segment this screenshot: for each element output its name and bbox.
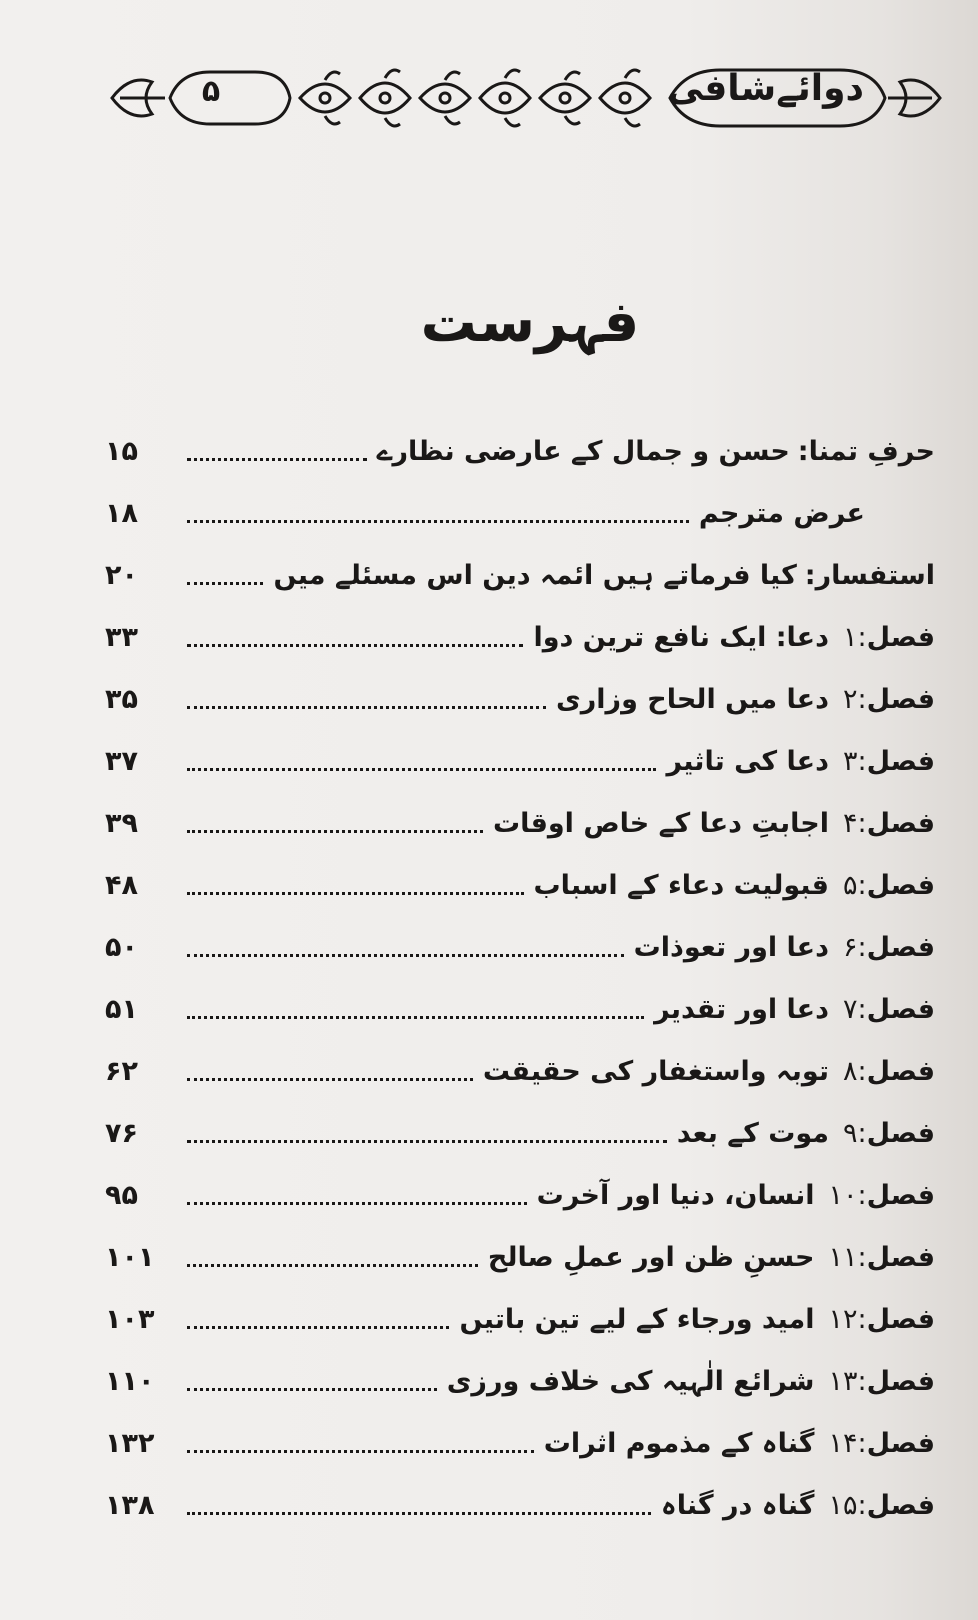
- entry-title: قبولیت دعاء کے اسباب: [533, 869, 829, 901]
- toc-entry[interactable]: [105, 1226, 935, 1288]
- chapter-number: :۴: [842, 807, 867, 839]
- entry-title: دعا: ایک نافع ترین دوا: [533, 621, 829, 653]
- dot-leader: [187, 768, 656, 771]
- entry-prefix: فصل: [866, 931, 935, 963]
- entry-title: حسن و جمال کے عارضی نظارے: [376, 435, 790, 467]
- entry-page-number: ۱۰۱: [105, 1241, 155, 1273]
- entry-page-number: ۱۳۸: [105, 1489, 155, 1521]
- toc-entry[interactable]: [105, 916, 935, 978]
- entry-title: انسان، دنیا اور آخرت: [536, 1179, 815, 1211]
- dot-leader: [187, 830, 483, 833]
- chapter-number: :۸: [842, 1055, 867, 1087]
- entry-title: دعا کی تاثیر: [666, 745, 829, 777]
- entry-prefix: استفسار:: [804, 559, 935, 591]
- entry-prefix: فصل: [866, 1489, 935, 1521]
- dot-leader: [187, 1450, 534, 1453]
- entry-title: دعا اور تقدیر: [654, 993, 829, 1025]
- entry-title: امید ورجاء کے لیے تین باتیں: [459, 1303, 815, 1335]
- entry-title: حسنِ ظن اور عملِ صالح: [487, 1241, 815, 1273]
- chapter-number: :۶: [842, 931, 867, 963]
- entry-page-number: ۳۳: [105, 621, 138, 653]
- dot-leader: [187, 644, 523, 647]
- entry-title: عرض مترجم: [698, 497, 865, 529]
- entry-page-number: ۲۰: [105, 559, 138, 591]
- toc-heading: فہرست: [420, 290, 640, 355]
- chapter-number: :۱۱: [828, 1241, 867, 1273]
- toc-entry[interactable]: [105, 668, 935, 730]
- entry-title: گناہ کے مذموم اثرات: [543, 1427, 815, 1459]
- toc-entry[interactable]: [105, 1474, 935, 1536]
- toc-entry[interactable]: [105, 1412, 935, 1474]
- entry-page-number: ۳۵: [105, 683, 138, 715]
- toc-entry[interactable]: [105, 482, 935, 544]
- chapter-number: :۵: [842, 869, 867, 901]
- dot-leader: [187, 1264, 478, 1267]
- toc-entry[interactable]: [105, 544, 935, 606]
- toc-entry[interactable]: [105, 606, 935, 668]
- toc-entry[interactable]: [105, 1102, 935, 1164]
- entry-page-number: ۱۵: [105, 435, 138, 467]
- chapter-number: :۹: [842, 1117, 867, 1149]
- toc-entry[interactable]: [105, 730, 935, 792]
- entry-prefix: فصل: [866, 807, 935, 839]
- dot-leader: [187, 1512, 651, 1515]
- entry-page-number: ۱۰۳: [105, 1303, 155, 1335]
- entry-title: شرائع الٰہیہ کی خلاف ورزی: [446, 1365, 815, 1397]
- entry-prefix: فصل: [866, 993, 935, 1025]
- entry-title: موت کے بعد: [676, 1117, 829, 1149]
- entry-page-number: ۵۰: [105, 931, 138, 963]
- toc-entry[interactable]: [105, 978, 935, 1040]
- entry-page-number: ۵۱: [105, 993, 138, 1025]
- chapter-number: :۲: [842, 683, 867, 715]
- entry-page-number: ۱۳۲: [105, 1427, 155, 1459]
- header-page-number: ۵: [201, 74, 221, 109]
- chapter-number: :۱۲: [828, 1303, 867, 1335]
- chapter-number: :۱۰: [828, 1179, 867, 1211]
- chapter-number: :۱۵: [828, 1489, 867, 1521]
- dot-leader: [187, 892, 524, 895]
- dot-leader: [187, 706, 546, 709]
- entry-prefix: فصل: [866, 621, 935, 653]
- entry-title: دعا میں الحاح وزاری: [555, 683, 829, 715]
- dot-leader: [187, 1326, 449, 1329]
- chapter-number: :۷: [842, 993, 867, 1025]
- entry-title: توبہ واستغفار کی حقیقت: [482, 1055, 829, 1087]
- dot-leader: [187, 1388, 437, 1391]
- dot-leader: [187, 458, 367, 461]
- dot-leader: [187, 1140, 667, 1143]
- dot-leader: [187, 520, 689, 523]
- entry-page-number: ۷۶: [105, 1117, 138, 1149]
- dot-leader: [187, 582, 263, 585]
- table-of-contents: [105, 420, 935, 1536]
- chapter-number: :۱۳: [828, 1365, 867, 1397]
- entry-prefix: فصل: [866, 683, 935, 715]
- toc-entry[interactable]: [105, 1164, 935, 1226]
- entry-title: گناہ در گناہ: [660, 1489, 815, 1521]
- entry-page-number: ۴۸: [105, 869, 138, 901]
- entry-prefix: فصل: [866, 1179, 935, 1211]
- dot-leader: [187, 954, 624, 957]
- entry-prefix: فصل: [866, 1365, 935, 1397]
- dot-leader: [187, 1202, 527, 1205]
- entry-prefix: فصل: [866, 869, 935, 901]
- entry-page-number: ۱۱۰: [105, 1365, 155, 1397]
- entry-title: اجابتِ دعا کے خاص اوقات: [492, 807, 829, 839]
- entry-prefix: فصل: [866, 1241, 935, 1273]
- entry-page-number: ۱۸: [105, 497, 138, 529]
- entry-page-number: ۳۷: [105, 745, 138, 777]
- dot-leader: [187, 1078, 473, 1081]
- entry-prefix: فصل: [866, 1303, 935, 1335]
- toc-entry[interactable]: [105, 1040, 935, 1102]
- toc-entry[interactable]: [105, 1288, 935, 1350]
- chapter-number: :۳: [842, 745, 867, 777]
- entry-prefix: فصل: [866, 1427, 935, 1459]
- toc-entry[interactable]: [105, 854, 935, 916]
- toc-entry[interactable]: [105, 420, 935, 482]
- entry-prefix: حرفِ تمنا:: [797, 435, 935, 467]
- entry-title: کیا فرماتے ہیں ائمہ دین اس مسئلے میں: [273, 559, 797, 591]
- dot-leader: [187, 1016, 644, 1019]
- chapter-number: :۱: [842, 621, 867, 653]
- entry-page-number: ۶۲: [105, 1055, 138, 1087]
- entry-page-number: ۳۹: [105, 807, 138, 839]
- entry-prefix: فصل: [866, 1055, 935, 1087]
- chapter-number: :۱۴: [828, 1427, 867, 1459]
- entry-prefix: فصل: [866, 1117, 935, 1149]
- entry-prefix: فصل: [866, 745, 935, 777]
- entry-page-number: ۹۵: [105, 1179, 138, 1211]
- toc-entry[interactable]: [105, 792, 935, 854]
- entry-title: دعا اور تعوذات: [633, 931, 829, 963]
- header-book-title: دوائےشافی: [667, 68, 864, 109]
- toc-entry[interactable]: [105, 1350, 935, 1412]
